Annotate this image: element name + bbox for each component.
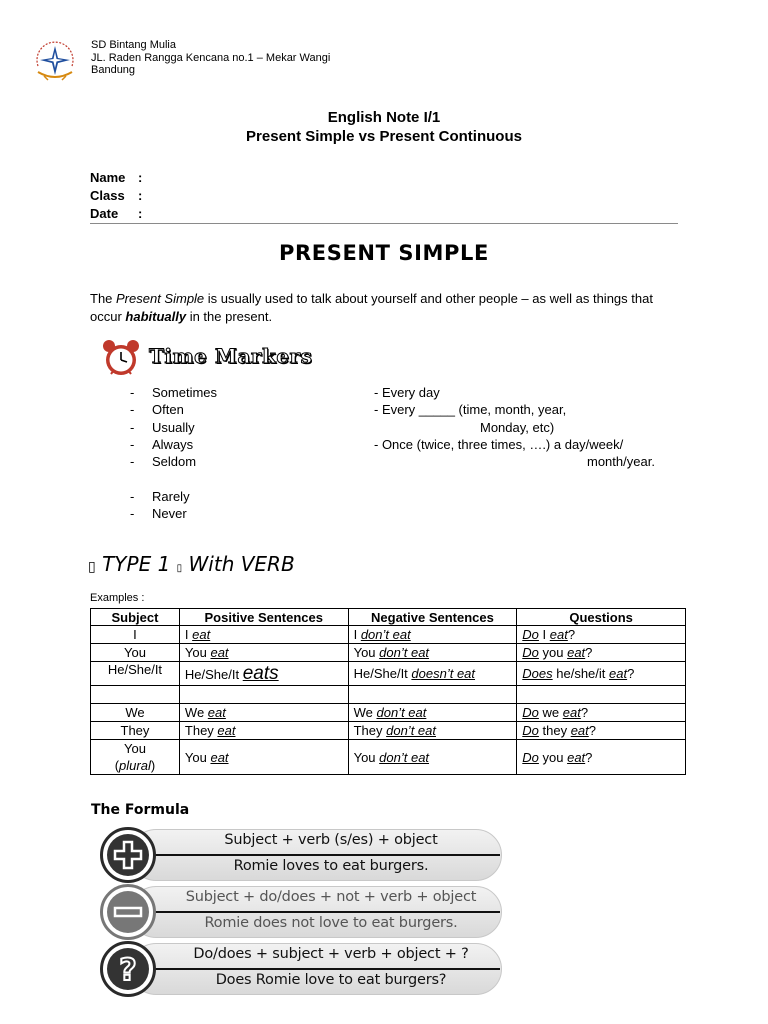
table-row: We We eat We don’t eat Do we eat?: [91, 704, 686, 722]
time-marker-every: - Every _____ (time, month, year,: [374, 402, 567, 418]
school-city: Bandung: [91, 64, 136, 76]
time-marker-once-cont: month/year.: [587, 454, 655, 470]
table-row: He/She/It He/She/It eats He/She/It doesn’t eat Does he/she/it eat?: [91, 662, 686, 686]
formula-question-example: Does Romie love to eat burgers?: [215, 972, 447, 988]
school-address: JL. Raden Rangga Kencana no.1 – Mekar Wangi: [91, 51, 331, 64]
question-mark-icon: [100, 941, 156, 997]
svg-text:?: ?: [119, 953, 137, 988]
header-positive: Positive Sentences: [179, 609, 348, 626]
table-row: I I eat I don’t eat Do I eat?: [91, 626, 686, 644]
time-markers-title: Time Markers: [149, 344, 313, 368]
header-negative: Negative Sentences: [348, 609, 517, 626]
formula-question-pattern: Do/does + subject + verb + object + ?: [193, 946, 469, 962]
table-header-row: [91, 609, 686, 626]
intro-paragraph: The Present Simple is usually used to talk about yourself and other people – as well as things that occur habitually in the present.: [90, 291, 653, 324]
table-row: They They eat They don’t eat Do they eat?: [91, 722, 686, 740]
formula-negative-pattern: Subject + do/does + not + verb + object: [185, 889, 477, 905]
formula-positive-pattern: Subject + verb (s/es) + object: [224, 832, 438, 848]
formula-negative-example: Romie does not love to eat burgers.: [204, 915, 458, 931]
alarm-clock-icon: [100, 339, 142, 377]
minus-icon: [100, 884, 156, 940]
formula-title: The Formula: [91, 802, 190, 818]
note-title: English Note I/1: [327, 109, 441, 126]
header-subject: Subject: [91, 609, 180, 626]
conjugation-table: [90, 608, 686, 775]
name-field: Name :: [90, 170, 143, 185]
time-marker-every-cont: Monday, etc): [480, 419, 555, 435]
note-subtitle: Present Simple vs Present Continuous: [246, 128, 522, 145]
table-row-empty: [91, 686, 686, 704]
class-field: Class :: [90, 188, 143, 203]
school-logo: [30, 38, 80, 82]
school-name: SD Bintang Mulia: [91, 39, 176, 51]
header-questions: Questions: [517, 609, 686, 626]
formula-positive-example: Romie loves to eat burgers.: [233, 858, 429, 874]
date-field: Date :: [90, 206, 143, 221]
school-info: [91, 39, 330, 77]
section-title: PRESENT SIMPLE: [279, 241, 489, 265]
table-row: You You eat You don’t eat Do you eat?: [91, 644, 686, 662]
formula-positive: [100, 827, 502, 883]
type-1-heading: ▯ TYPE 1 ▯ With VERB: [88, 552, 295, 576]
examples-label: Examples :: [90, 592, 145, 604]
plus-icon: [100, 827, 156, 883]
table-row: You (plural) You eat You don’t eat Do you eat?: [91, 740, 686, 775]
formula-question: [100, 941, 502, 997]
time-marker-once: - Once (twice, three times, ….) a day/week/: [374, 436, 624, 452]
time-marker-every-day: - Every day: [374, 385, 440, 400]
time-markers-left: - Sometimes - Often - Usually - Always - Seldom - Rarely - Never: [130, 385, 218, 522]
formula-negative: [100, 884, 502, 940]
divider: [90, 223, 678, 224]
